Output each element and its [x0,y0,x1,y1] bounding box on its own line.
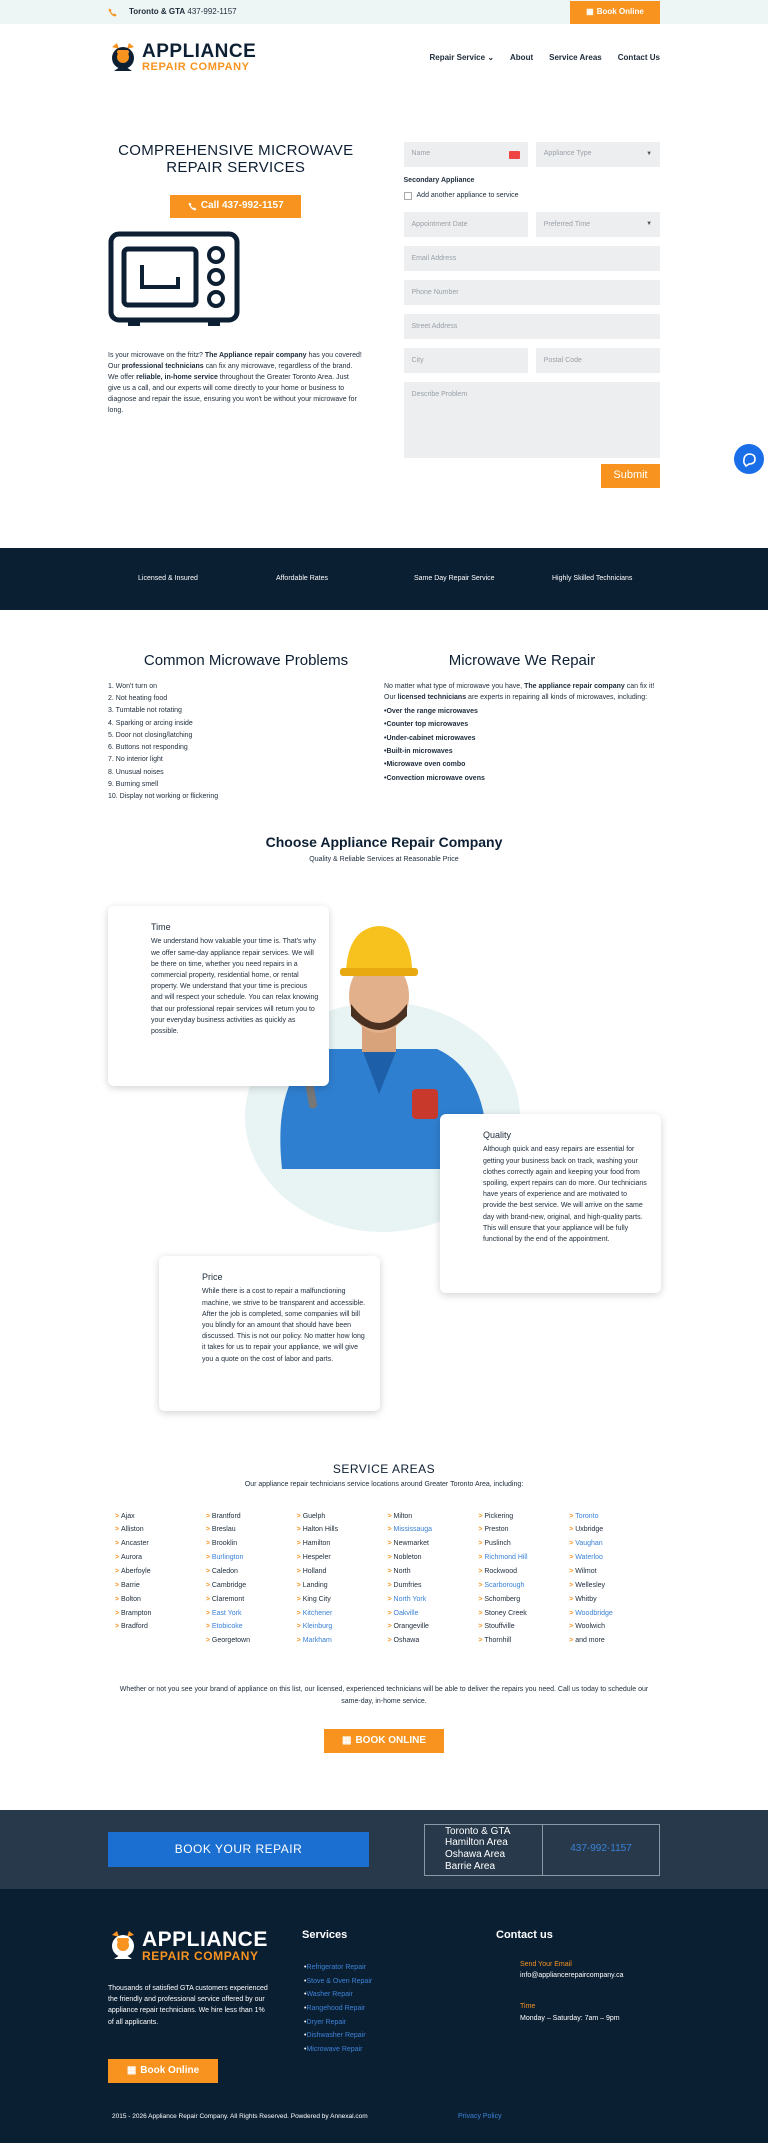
feature-same-day: Same Day Repair Service [414,574,495,582]
chat-widget-button[interactable] [734,444,764,474]
privacy-policy-link[interactable]: Privacy Policy [458,2113,502,2120]
area-item: > Barrie [115,1579,206,1593]
areas-title: SERVICE AREAS [332,1462,436,1476]
list-item: 3. Turntable not rotating [108,707,182,715]
list-item: 1. Won't turn on [108,682,158,690]
footer-service-link[interactable]: • Stove & Oven Repair [304,1975,372,1989]
phone-icon [108,8,117,17]
list-item: 5. Door not closing/latching [108,731,193,739]
area-item: > Bolton [115,1593,206,1607]
area-item: > Rockwood [478,1565,569,1579]
city-item: Oshawa Area [445,1849,506,1861]
price-card [159,1256,380,1411]
street-address-field[interactable]: Street Address [404,314,660,339]
area-item: > Bradford [115,1620,206,1634]
area-item: > Halton Hills [297,1523,388,1537]
area-item: > Caledon [206,1565,297,1579]
list-item: 10. Display not working or flickering [108,793,219,800]
microwave-icon [108,231,240,329]
footer-email-link[interactable]: info@appliancerepaircompany.ca [520,1972,624,1980]
areas-note: Whether or not you see your brand of appliance on this list, our licensed, experienced technicians will be able to deliver the repairs you need. Call us today to schedule our same-day, in-home service. [119,1686,649,1706]
site-header [0,24,768,92]
area-item: > Claremont [206,1593,297,1607]
top-phone[interactable] [108,6,237,18]
book-your-repair-button[interactable]: BOOK YOUR REPAIR [108,1832,369,1867]
area-item[interactable]: > Richmond Hill [478,1551,569,1565]
feature-licensed: Licensed & Insured [138,574,198,582]
area-item[interactable]: > Scarborough [478,1579,569,1593]
area-item: > Wellesley [569,1579,660,1593]
phone-icon [188,202,197,211]
area-item: > Brampton [115,1607,206,1621]
autofill-icon [509,151,520,159]
footer-service-link[interactable]: • Dryer Repair [304,2016,372,2030]
appointment-date-field[interactable]: Appointment Date [404,212,528,237]
area-item: > Stouffville [478,1620,569,1634]
hero-section [0,92,768,548]
area-item: > Hamilton [297,1537,388,1551]
choose-title: Choose Appliance Repair Company [265,834,503,850]
area-item: > Schomberg [478,1593,569,1607]
area-item: > North [387,1565,478,1579]
book-online-button[interactable]: ▦ BOOK ONLINE [324,1729,444,1753]
area-item[interactable]: > Burlington [206,1551,297,1565]
area-item: > Ajax [115,1510,206,1524]
footer-service-link[interactable]: • Rangehood Repair [304,2002,372,2016]
microwave-types-list [384,705,660,785]
footer-book-online-button[interactable]: ▦ Book Online [108,2059,218,2083]
area-item: > Aberfoyle [115,1565,206,1579]
price-card-text: While there is a cost to repair a malfunctioning machine, we strive to be transparent and accessible. After the job is completed, some companies will bill you blindly for an amount that should have been discussed. This is not our policy. No matter how long it takes for us to repair your appliance, we will give you a quote on the cost of labor and parts. [202,1288,366,1363]
caret-down-icon: ▼ [646,151,653,158]
add-appliance-checkbox[interactable]: Add another appliance to service [404,191,660,201]
secondary-appliance-label: Secondary Appliance [403,177,475,184]
copyright: 2015 - 2026 Appliance Repair Company. All Rights Reserved. Powdered by Annexal.com [112,2113,368,2120]
area-item: > Breslau [206,1523,297,1537]
quality-card [440,1114,661,1293]
list-item: • Built-in microwaves [384,745,660,758]
area-item: > Cambridge [206,1579,297,1593]
choose-section [0,832,768,1461]
calendar-icon: ▦ [126,2064,137,2076]
price-card-title: Price [202,1272,223,1282]
footer-contact-title: Contact us [496,1929,553,1941]
area-item: > Ancaster [115,1537,206,1551]
main-nav [429,52,660,64]
areas-column [387,1510,478,1649]
submit-button[interactable]: Submit [601,464,660,488]
area-item[interactable]: > Etobicoke [206,1620,297,1634]
area-item: > Thornhill [478,1634,569,1648]
area-item[interactable]: > North York [387,1593,478,1607]
area-item: > Landing [297,1579,388,1593]
technician-logo-icon [108,1929,138,1963]
area-item[interactable]: > Mississauga [387,1523,478,1537]
area-item: > Aurora [115,1551,206,1565]
areas-column [206,1510,297,1649]
page-title: COMPREHENSIVE MICROWAVE REPAIR SERVICES [118,142,354,177]
technician-logo-icon [108,41,138,75]
list-item: • Microwave oven combo [384,758,660,771]
area-item: > Uxbridge [569,1523,660,1537]
top-region: Toronto & GTA [129,7,186,17]
checkbox-icon[interactable] [404,192,412,200]
area-item: > Alliston [115,1523,206,1537]
describe-problem-textarea[interactable]: Describe Problem [404,382,660,458]
nav-contact-us[interactable]: Contact Us [617,53,660,63]
call-button[interactable]: Call 437-992-1157 [170,195,301,218]
nav-about[interactable]: About [510,53,534,63]
choose-subtitle: Quality & Reliable Services at Reasonable Price [309,856,459,864]
hero-intro: Is your microwave on the fritz? The Appliance repair company has you covered! Our professional technicians can fix any microwave, regardless of the brand. We offer reliable, in-home service throughout the Greater Toronto Area. Just give us a call, and our experts will come directly to your home or business to diagnose and repair the issue, ensuring you won't be without your microwave for long. [108,351,362,415]
area-item: > Puslinch [478,1537,569,1551]
area-item: > Dumfries [387,1579,478,1593]
list-item: 2. Not heating food [108,695,168,702]
problems-title: Common Microwave Problems [143,652,349,669]
list-item: 6. Buttons not responding [108,744,188,751]
features-band [0,548,768,610]
postal-code-field[interactable]: Postal Code [536,348,660,373]
cta-section [0,1810,768,1889]
area-item: > Oshawa [387,1634,478,1648]
time-card [108,906,329,1086]
email-field[interactable]: Email Address [404,246,660,271]
quality-card-text: Although quick and easy repairs are essential for getting your business back on track, washing your clothes correctly again and keeping your food from spoiling, expert repairs can do more. Our technicians have years of experience and are motivated to provide the best service. We will arrive on the same day with brand-new, original, and high-quality parts. This will ensure that your appliance will be fully functional by the end of the appointment. [483,1146,647,1243]
top-book-online-button[interactable]: ▦ Book Online [570,1,660,24]
problems-section [0,610,768,832]
area-item[interactable]: > Woodbridge [569,1607,660,1621]
nav-repair-service[interactable]: Repair Service ⌄ [429,53,495,63]
city-field[interactable]: City [404,348,528,373]
list-item: 7. No interior light [108,756,163,764]
feature-skilled: Highly Skilled Technicians [552,574,633,582]
area-item: > Hespeler [297,1551,388,1565]
time-card-text: We understand how valuable your time is. That's why we offer same-day appliance repair services. We will be there on time, whether you need repairs in a commercial property, residential home, or rental property. We understand that your time is precious and will respect your schedule. You can relax knowing that our professional repair services will return you to your everyday business activities as quickly as possible. [151,938,319,1035]
areas-grid [108,1510,660,1649]
area-item: > Wilmot [569,1565,660,1579]
calendar-icon: ▦ [586,7,594,17]
footer-services-title: Services [302,1929,348,1941]
area-item: > King City [297,1593,388,1607]
top-phone-number[interactable]: 437-992-1157 [187,7,237,17]
phone-field[interactable]: Phone Number [404,280,660,305]
chevron-down-icon: ⌄ [487,53,495,63]
area-item: > Newmarket [387,1537,478,1551]
list-item: • Under-cabinet microwaves [384,732,660,745]
area-item: > Guelph [297,1510,388,1524]
list-item: 9. Burning smell [108,780,159,788]
area-item: > Whitby [569,1593,660,1607]
area-item: > Preston [478,1523,569,1537]
area-item[interactable]: > Vaughan [569,1537,660,1551]
areas-column [115,1510,206,1649]
area-item: > Stoney Creek [478,1607,569,1621]
area-item: > Milton [387,1510,478,1524]
area-item: > Pickering [478,1510,569,1524]
list-item: • Counter top microwaves [384,718,660,731]
site-footer [0,1889,768,2143]
areas-subtitle: Our appliance repair technicians service locations around Greater Toronto Area, including: [244,1481,524,1489]
cities-list [425,1825,543,1875]
list-item: • Convection microwave ovens [384,772,660,785]
brand-name: APPLIANCE [142,41,257,63]
areas-column [478,1510,569,1649]
caret-down-icon: ▼ [646,221,653,228]
name-field[interactable]: Name [404,142,528,167]
chat-icon [734,444,764,474]
area-item[interactable]: > Toronto [569,1510,660,1524]
preferred-time-select[interactable]: Preferred Time ▼ [536,212,660,237]
calendar-icon: ▦ [341,1734,352,1746]
email-label: Send Your Email [520,1961,572,1968]
cta-phone-link[interactable]: 437-992-1157 [570,1843,632,1855]
area-item: > and more [569,1634,660,1648]
list-item: 8. Unusual noises [108,768,164,776]
footer-service-link[interactable]: • Dishwasher Repair [304,2029,372,2043]
area-item[interactable]: > Oakville [387,1607,478,1621]
footer-brand-tagline: REPAIR COMPANY [142,1949,259,1963]
time-label: Time [520,2003,536,2011]
list-item: • Over the range microwaves [384,705,660,718]
footer-contact-info [520,1959,623,2024]
area-item[interactable]: > Markham [297,1634,388,1648]
problems-list [108,681,384,804]
area-item[interactable]: > East York [206,1607,297,1621]
footer-brand-name: APPLIANCE [142,1928,268,1951]
repair-intro: No matter what type of microwave you have, The appliance repair company can fix it! Our licensed technicians are experts in repairing all kinds of microwaves, including: [384,682,655,701]
area-item: > Brooklin [206,1537,297,1551]
areas-column [297,1510,388,1649]
footer-description: Thousands of satisfied GTA customers experienced the friendly and professional service offered by our appliance repair technicians. We hire less than 1% of all applicants. [108,1985,268,2026]
footer-service-link[interactable]: • Refrigerator Repair [304,1961,372,1975]
city-item: Barrie Area [445,1860,496,1872]
area-item: > Nobleton [387,1551,478,1565]
nav-service-areas[interactable]: Service Areas [549,53,602,63]
areas-column [569,1510,660,1649]
time-card-title: Time [151,922,171,932]
area-item: > Georgetown [206,1634,297,1648]
quality-card-title: Quality [483,1130,512,1140]
footer-service-link[interactable]: • Microwave Repair [304,2043,372,2057]
area-item[interactable]: > Kitchener [297,1607,388,1621]
brand-tagline: REPAIR COMPANY [142,61,250,74]
appliance-type-select[interactable]: Appliance Type ▼ [536,142,660,167]
area-item: > Woolwich [569,1620,660,1634]
area-item[interactable]: > Kleinburg [297,1620,388,1634]
contact-box [424,1824,660,1876]
repair-title: Microwave We Repair [448,652,596,669]
footer-service-link[interactable]: • Washer Repair [304,1988,372,2002]
site-logo[interactable] [108,41,256,75]
service-areas-section [0,1461,768,1810]
footer-services-list [304,1961,372,2056]
city-item: Hamilton Area [445,1837,508,1849]
top-bar [0,0,768,24]
footer-logo[interactable] [108,1929,268,1963]
business-hours: Monday – Saturday: 7am – 9pm [520,2014,620,2022]
city-item: Toronto & GTA [445,1825,511,1837]
area-item[interactable]: > Waterloo [569,1551,660,1565]
area-item: > Holland [297,1565,388,1579]
feature-rates: Affordable Rates [276,574,329,582]
booking-form [404,142,660,548]
area-item: > Orangeville [387,1620,478,1634]
area-item: > Brantford [206,1510,297,1524]
list-item: 4. Sparking or arcing inside [108,719,193,727]
